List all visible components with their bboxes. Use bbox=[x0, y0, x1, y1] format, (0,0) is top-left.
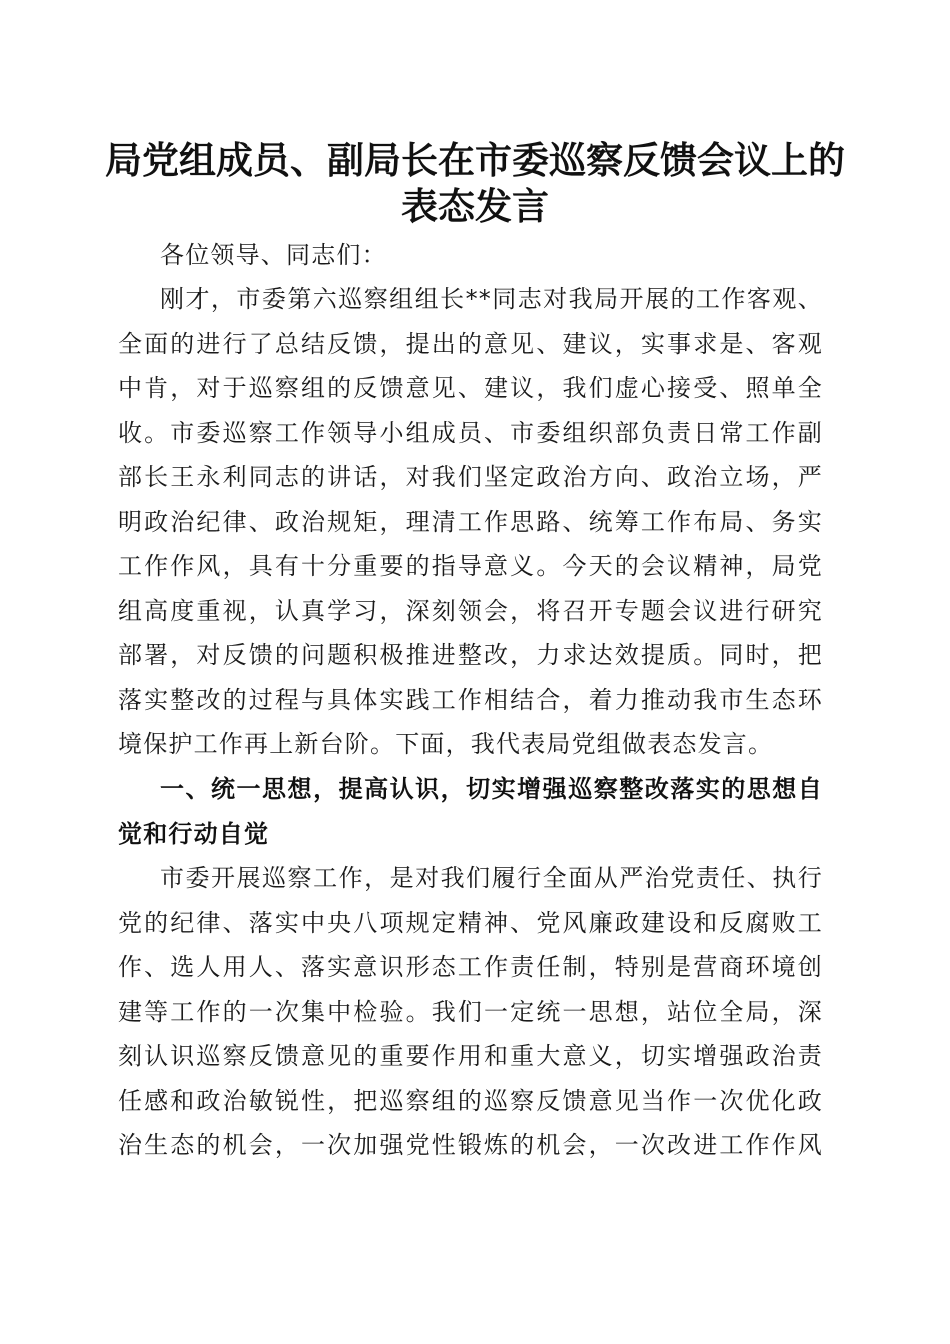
paragraph-1-line: 组高度重视，认真学习，深刻领会，将召开专题会议进行研究 bbox=[118, 596, 823, 625]
document-title-line-1: 局党组成员、副局长在市委巡察反馈会议上的 bbox=[105, 138, 845, 182]
paragraph-2-line: 刻认识巡察反馈意见的重要作用和重大意义，切实增强政治责 bbox=[118, 1042, 823, 1070]
paragraph-1-line: 中肯，对于巡察组的反馈意见、建议，我们虚心接受、照单全 bbox=[118, 374, 823, 402]
paragraph-2-line: 作、选人用人、落实意识形态工作责任制，特别是营商环境创 bbox=[118, 953, 823, 981]
paragraph-1-line: 刚才，市委第六巡察组组长**同志对我局开展的工作客观、 bbox=[160, 285, 823, 313]
section-heading-1-line: 觉和行动自觉 bbox=[118, 819, 270, 848]
paragraph-2-line: 建等工作的一次集中检验。我们一定统一思想，站位全局，深 bbox=[118, 997, 823, 1026]
section-heading-1-line: 一、统一思想，提高认识，切实增强巡察整改落实的思想自 bbox=[160, 775, 823, 803]
paragraph-1 bbox=[118, 277, 823, 767]
paragraph-1-line: 工作作风，具有十分重要的指导意义。今天的会议精神，局党 bbox=[118, 552, 823, 580]
paragraph-2-line: 市委开展巡察工作，是对我们履行全面从严治党责任、执行 bbox=[160, 864, 823, 892]
greeting: 各位领导、同志们： bbox=[160, 241, 387, 269]
section-heading-1 bbox=[118, 767, 823, 856]
paragraph-2-line: 任感和政治敏锐性，把巡察组的巡察反馈意见当作一次优化政 bbox=[118, 1086, 823, 1115]
paragraph-1-line: 明政治纪律、政治规矩，理清工作思路、统筹工作布局、务实 bbox=[118, 507, 823, 536]
document-title-line-2: 表态发言 bbox=[401, 184, 549, 228]
paragraph-1-line: 部长王永利同志的讲话，对我们坚定政治方向、政治立场，严 bbox=[118, 463, 823, 491]
paragraph-2-line: 党的纪律、落实中央八项规定精神、党风廉政建设和反腐败工 bbox=[118, 908, 823, 937]
paragraph-1-line: 境保护工作再上新台阶。下面，我代表局党组做表态发言。 bbox=[118, 730, 774, 758]
paragraph-1-line: 部署，对反馈的问题积极推进整改，力求达效提质。同时，把 bbox=[118, 641, 823, 669]
paragraph-2-line: 治生态的机会，一次加强党性锻炼的机会，一次改进工作作风 bbox=[118, 1131, 823, 1159]
paragraph-2 bbox=[118, 856, 823, 1168]
paragraph-1-line: 收。市委巡察工作领导小组成员、市委组织部负责日常工作副 bbox=[118, 418, 823, 447]
paragraph-1-line: 全面的进行了总结反馈，提出的意见、建议，实事求是、客观 bbox=[118, 329, 823, 358]
paragraph-1-line: 落实整改的过程与具体实践工作相结合，着力推动我市生态环 bbox=[118, 685, 823, 714]
